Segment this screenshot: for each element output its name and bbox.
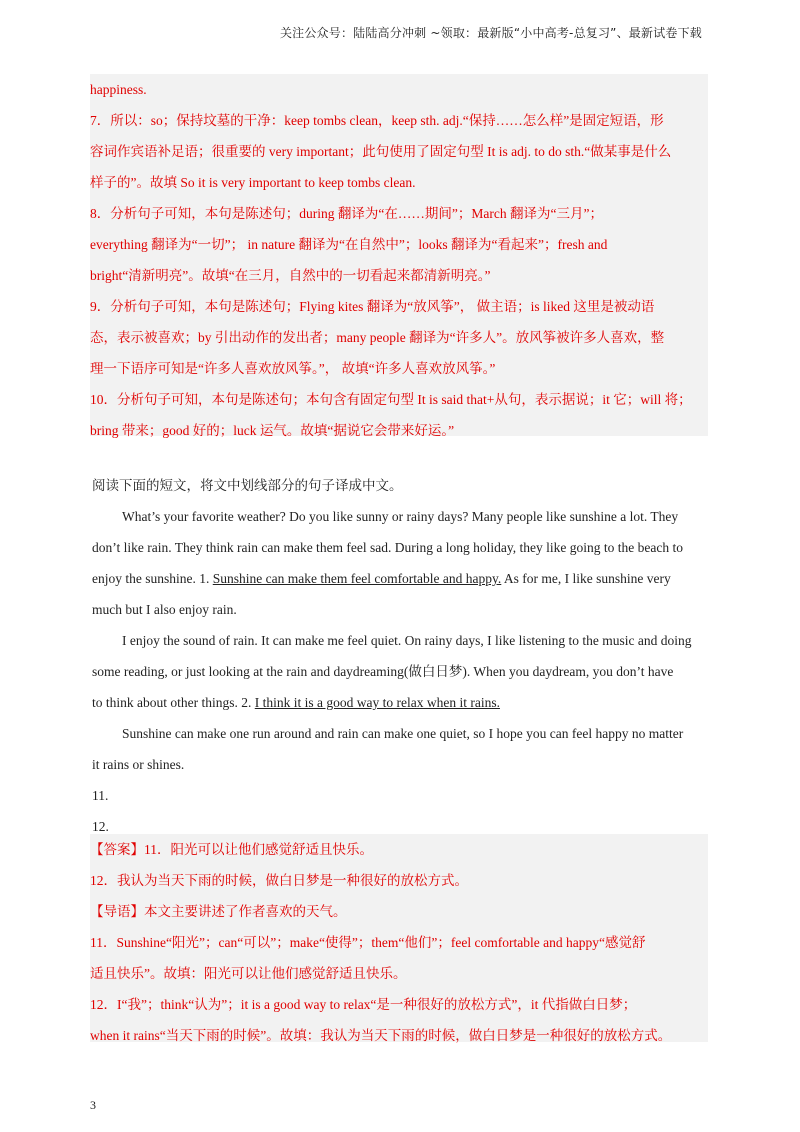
answer-line: 适且快乐”。故填：阳光可以让他们感觉舒适且快乐。	[90, 966, 407, 981]
page-number: 3	[90, 1098, 96, 1112]
reading-passage	[92, 470, 712, 842]
answer-line: 10．分析句子可知，本句是陈述句；本句含有固定句型 It is said that+从句，表示据说；it 它；will 将；	[90, 392, 692, 407]
page-header: 关注公众号：陆陆高分冲刺 ~领取：最新版“小中高考-总复习”、最新试卷下载	[279, 26, 702, 40]
answer-line: 8．分析句子可知，本句是陈述句；during 翻译为“在……期间”；March 翻译为“三月”；	[90, 206, 603, 221]
answer-block-1	[90, 74, 708, 436]
answer-line: when it rains“当天下雨的时候”。故填：我认为当天下雨的时候，做白日梦是一种很好的放松方式。	[90, 1028, 672, 1043]
answer-line: happiness.	[90, 82, 147, 97]
answer-line: bring 带来；good 好的；luck 运气。故填“据说它会带来好运。”	[90, 423, 455, 438]
answer-line: 【导语】本文主要讲述了作者喜欢的天气。	[90, 904, 347, 919]
answer-line: 11．Sunshine“阳光”；can“可以”；make“使得”；them“他们”；feel comfortable and happy“感觉舒	[90, 935, 646, 950]
answer-line: 12．I“我”；think“认为”；it is a good way to relax“是一种很好的放松方式”，it 代指做白日梦；	[90, 997, 637, 1012]
passage-text: to think about other things. 2.	[92, 695, 255, 710]
answer-line: 【答案】11．阳光可以让他们感觉舒适且快乐。	[90, 842, 373, 857]
passage-line: much but I also enjoy rain.	[92, 602, 237, 617]
passage-text: enjoy the sunshine. 1.	[92, 571, 213, 586]
underlined-sentence-1: Sunshine can make them feel comfortable and happy.	[212, 571, 502, 586]
answer-line: 容词作宾语补足语；很重要的 very important；此句使用了固定句型 It is adj. to do sth.“做某事是什么	[90, 144, 672, 159]
question-11: 11.	[92, 788, 109, 803]
passage-line	[92, 563, 712, 594]
passage-text: As for me, I like sunshine very	[501, 571, 671, 586]
answer-line: 7．所以：so；保持坟墓的干净：keep tombs clean，keep sth. adj.“保持……怎么样”是固定短语，形	[90, 113, 664, 128]
passage-line	[92, 687, 712, 718]
passage-line: What’s your favorite weather? Do you like sunny or rainy days? Many people like sunshine a lot. They	[122, 509, 679, 524]
answer-line: 理一下语序可知是“许多人喜欢放风筝。”， 故填“许多人喜欢放风筝。”	[90, 361, 496, 376]
question-12: 12.	[92, 819, 109, 834]
answer-line: 态，表示被喜欢；by 引出动作的发出者；many people 翻译为“许多人”。放风筝被许多人喜欢，整	[90, 330, 665, 345]
answer-line: bright“清新明亮”。故填“在三月，自然中的一切看起来都清新明亮。”	[90, 268, 491, 283]
underlined-sentence-2: I think it is a good way to relax when it rains.	[254, 695, 500, 710]
answer-block-2	[90, 834, 708, 1042]
passage-line: Sunshine can make one run around and rain can make one quiet, so I hope you can feel happy no matter	[122, 726, 684, 741]
instruction: 阅读下面的短文，将文中划线部分的句子译成中文。	[92, 478, 403, 493]
answer-line: 样子的”。故填 So it is very important to keep tombs clean.	[90, 175, 416, 190]
answer-line: 12．我认为当天下雨的时候，做白日梦是一种很好的放松方式。	[90, 873, 468, 888]
passage-line: it rains or shines.	[92, 757, 185, 772]
passage-line: some reading, or just looking at the rain and daydreaming(做白日梦). When you daydream, you don’t have	[92, 664, 674, 679]
passage-line: don’t like rain. They think rain can make them feel sad. During a long holiday, they like going to the beach to	[92, 540, 683, 555]
answer-line: 9．分析句子可知，本句是陈述句；Flying kites 翻译为“放风筝”， 做主语；is liked 这里是被动语	[90, 299, 655, 314]
answer-line: everything 翻译为“一切”； in nature 翻译为“在自然中”；looks 翻译为“看起来”；fresh and	[90, 237, 608, 252]
passage-line: I enjoy the sound of rain. It can make me feel quiet. On rainy days, I like listening to the music and doing	[122, 633, 692, 648]
